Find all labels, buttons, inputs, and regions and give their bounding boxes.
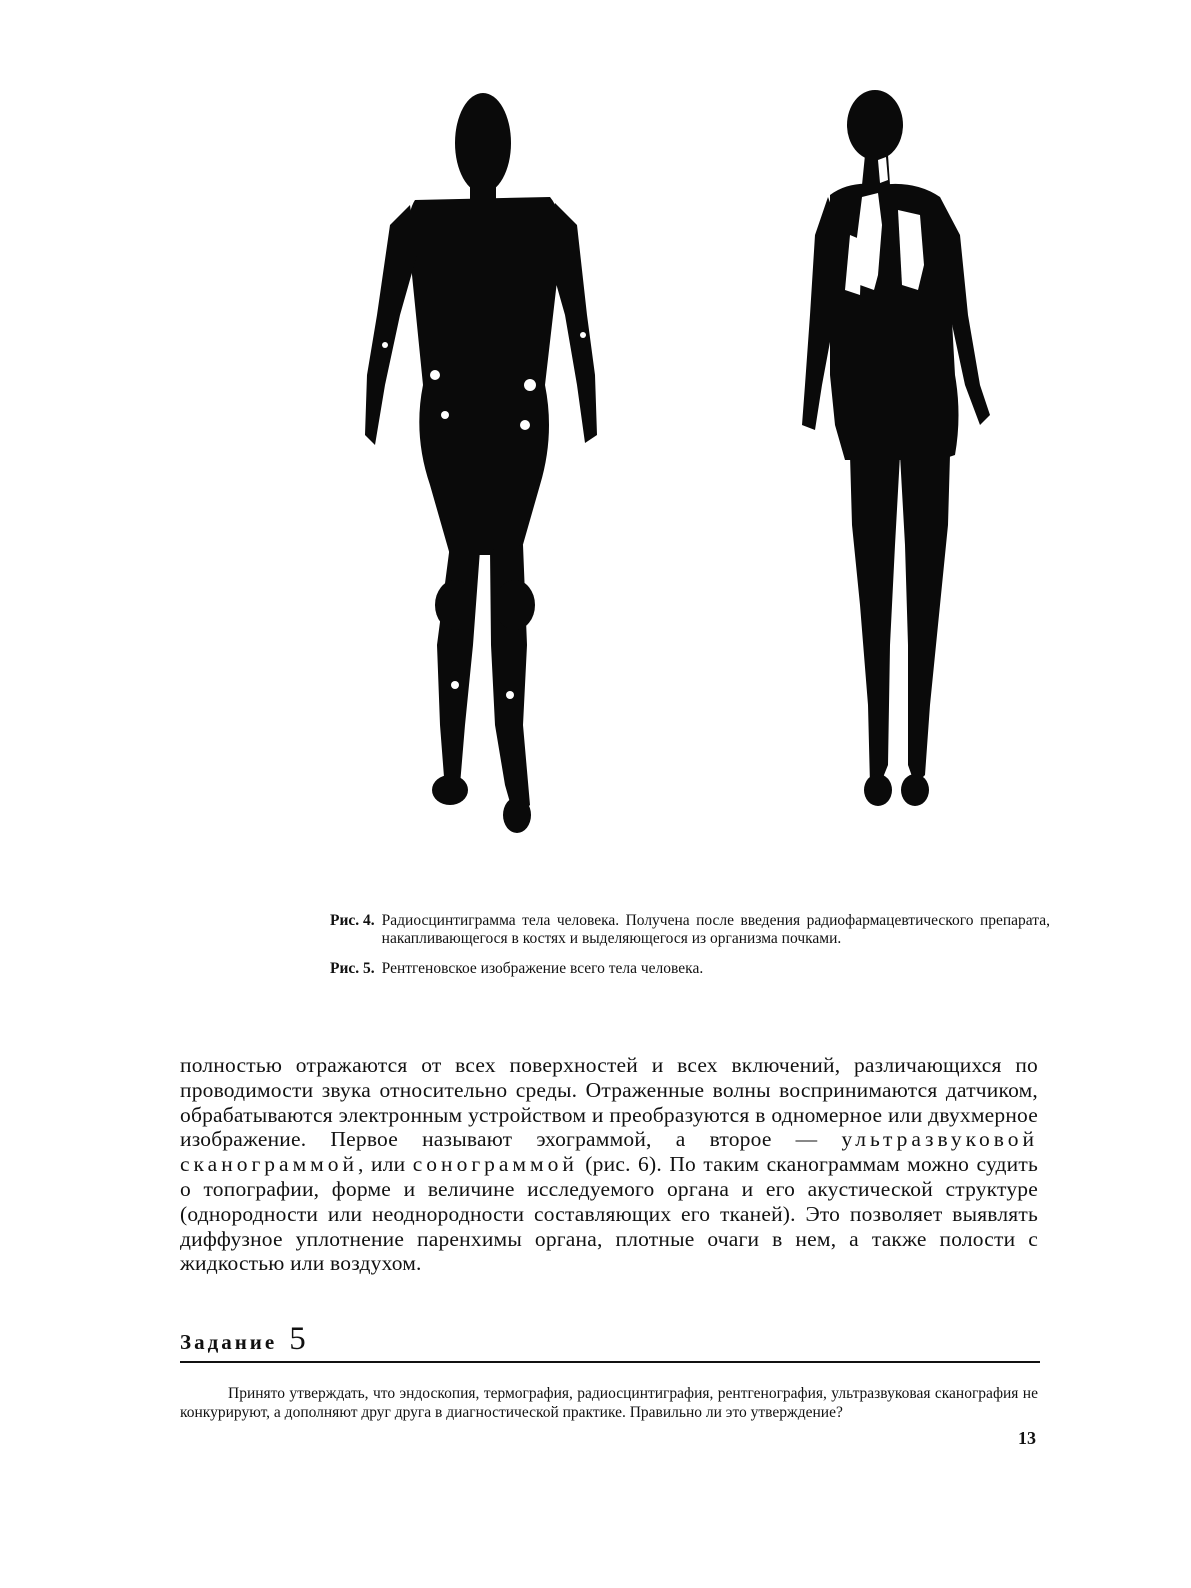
xray-figure [790, 85, 1010, 825]
radioscintigram-figure [355, 85, 610, 845]
heading-divider [180, 1361, 1040, 1363]
caption-text: Радиосцинтиграмма тела человека. Получена после введения радиофармацевтического препарата, накапливающегося в костях и выделяющегося из организма почками. [381, 912, 1050, 947]
body-text-part-3: (рис. 6). По таким сканограммам можно судить о топографии, форме и величине исследуемого органа и его акустической структуре (однородности или неоднородности составляющих его тканей). Это позволяет выявлять диффузное уплотнение паренхимы органа, плотные очаги в нем, а также полости с жидкостью или воздухом. [180, 1152, 1038, 1276]
body-text-part-1: полностью отражаются от всех поверхностей и всех включений, различающихся по проводимости звука относительно среды. Отраженные волны воспринимаются датчиком, обрабатываются электронным устройством и преобразуются в одномерное или двухмерное изображение. Первое называют эхограммой, а второе — [180, 1053, 1038, 1152]
caption-text: Рентгеновское изображение всего тела человека. [381, 960, 704, 977]
figure-captions [330, 912, 1050, 978]
body-text-part-2: , или [358, 1152, 413, 1177]
body-paragraph [180, 1053, 1038, 1276]
caption-number: Рис. 4. [330, 912, 375, 929]
task-heading [180, 1322, 1040, 1363]
task-heading-word: Задание [180, 1330, 278, 1354]
figure-4-caption [330, 912, 1050, 948]
task-text: Принято утверждать, что эндоскопия, термография, радиосцинтиграфия, рентгенография, ультразвуковая сканография не конкурируют, а дополняют друг друга в диагностической практике. Правильно ли это утверждение? [180, 1385, 1038, 1421]
term-ultrasound-scanogram: ультразвуковой сканограммой [180, 1127, 1038, 1177]
task-heading-number: 5 [289, 1321, 306, 1357]
term-sonogram: сонограммой [412, 1152, 578, 1177]
page-number: 13 [1018, 1428, 1036, 1448]
figure-5-caption [330, 960, 1050, 978]
caption-number: Рис. 5. [330, 960, 375, 977]
